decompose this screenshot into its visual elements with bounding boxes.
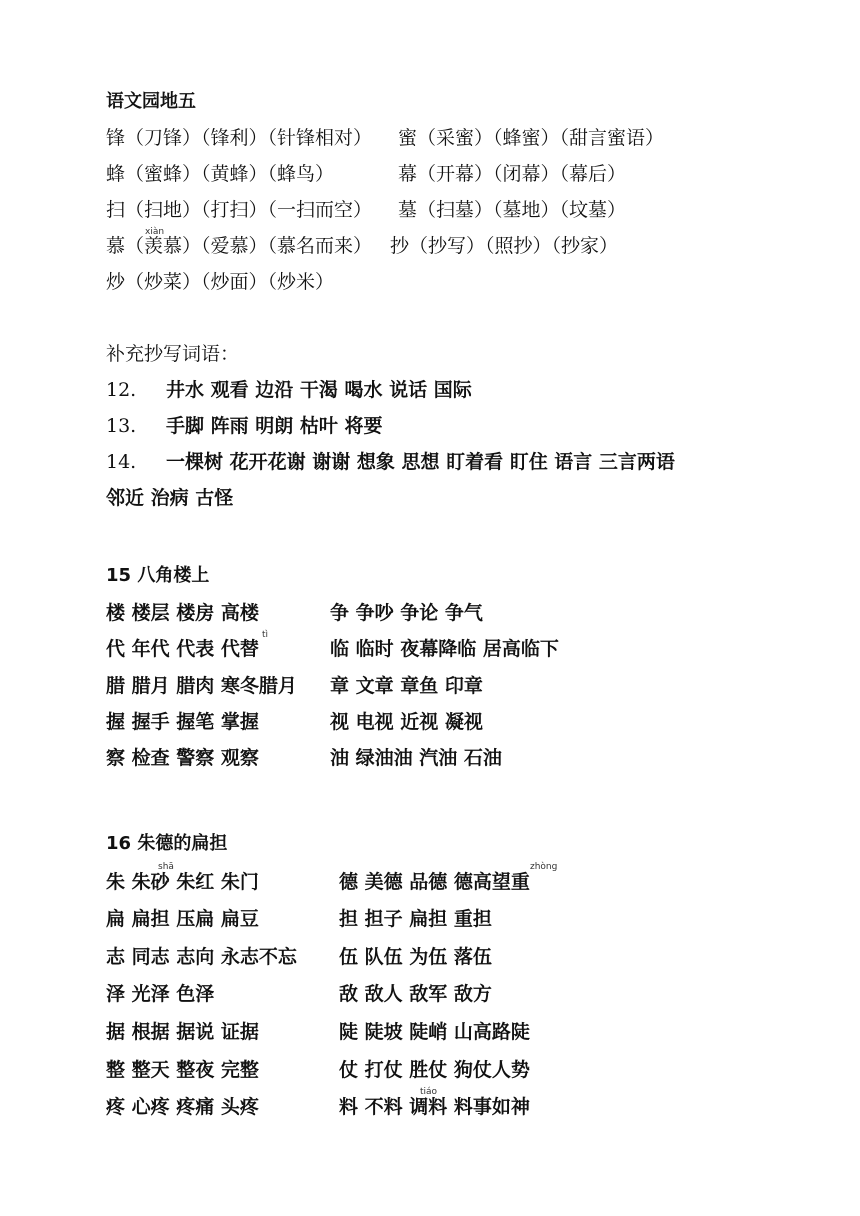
vocab-left: 锋（刀锋）（锋利）（针锋相对） bbox=[106, 127, 373, 149]
lesson-15-title: 15 八角楼上 bbox=[106, 565, 210, 586]
word-group-right: 料 不料 调料 料事如神 bbox=[339, 1096, 530, 1118]
vocab-line-2 bbox=[106, 162, 627, 186]
lesson-16-row-6 bbox=[106, 1058, 530, 1082]
vocab-line-3 bbox=[106, 198, 627, 222]
supplement-title: 补充抄写词语： bbox=[106, 343, 240, 365]
vocab-left: 扫（扫地）（打扫）（一扫而空） bbox=[106, 199, 373, 221]
word-group-right: 担 担子 扁担 重担 bbox=[339, 908, 492, 930]
word-group-right: 敌 敌人 敌军 敌方 bbox=[339, 983, 492, 1005]
word-group-left: 整 整天 整夜 完整 bbox=[106, 1059, 259, 1081]
word-group-left: 扁 扁担 压扁 扁豆 bbox=[106, 908, 259, 930]
pinyin-annotation: shā bbox=[158, 862, 174, 872]
item-number: 14. bbox=[106, 451, 137, 473]
vocab-right: 墓（扫墓）（墓地）（坟墓） bbox=[398, 199, 627, 221]
lesson-16-row-2 bbox=[106, 907, 492, 931]
word-group-left: 楼 楼层 楼房 高楼 bbox=[106, 602, 259, 624]
word-group-right: 争 争吵 争论 争气 bbox=[330, 602, 483, 624]
word-group-left: 泽 光泽 色泽 bbox=[106, 983, 215, 1005]
word-group-left: 志 同志 志向 永志不忘 bbox=[106, 946, 297, 968]
word-group-left: 握 握手 握笔 掌握 bbox=[106, 711, 259, 733]
vocab-left: 蜂（蜜蜂）（黄蜂）（蜂鸟） bbox=[106, 163, 335, 185]
pinyin-annotation: tì bbox=[262, 630, 269, 640]
vocab-line-4 bbox=[106, 234, 619, 258]
word-group-right: 伍 队伍 为伍 落伍 bbox=[339, 946, 492, 968]
word-group-left: 代 年代 代表 代替 bbox=[106, 638, 259, 660]
section-title-yuwen-yuandi: 语文园地五 bbox=[106, 91, 196, 112]
word-group-left: 据 根据 据说 证据 bbox=[106, 1021, 259, 1043]
item-words: 手脚 阵雨 明朗 枯叶 将要 bbox=[166, 415, 383, 437]
word-group-left: 察 检查 警察 观察 bbox=[106, 747, 259, 769]
vocab-right: 幕（开幕）（闭幕）（幕后） bbox=[398, 163, 627, 185]
word-group-right: 仗 打仗 胜仗 狗仗人势 bbox=[339, 1059, 530, 1081]
vocab-left: 慕（羡慕）（爱慕）（慕名而来） bbox=[106, 235, 373, 257]
lesson-15-row-4 bbox=[106, 710, 483, 734]
pinyin-annotation: zhòng bbox=[530, 862, 558, 872]
lesson-16-row-1 bbox=[106, 870, 530, 894]
vocab-right: 蜜（采蜜）（蜂蜜）（甜言蜜语） bbox=[398, 127, 665, 149]
lesson-16-row-4 bbox=[106, 982, 492, 1006]
word-group-right: 陡 陡坡 陡峭 山高路陡 bbox=[339, 1021, 530, 1043]
lesson-16-title: 16 朱德的扁担 bbox=[106, 833, 228, 854]
item-words: 井水 观看 边沿 干渴 喝水 说话 国际 bbox=[166, 379, 472, 401]
lesson-15-row-5 bbox=[106, 746, 502, 770]
lesson-15-row-3 bbox=[106, 674, 483, 698]
vocab-line-1 bbox=[106, 126, 665, 150]
word-group-left: 朱 朱砂 朱红 朱门 bbox=[106, 871, 259, 893]
item-words: 一棵树 花开花谢 谢谢 想象 思想 盯着看 盯住 语言 三言两语 bbox=[166, 451, 675, 473]
word-group-right: 临 临时 夜幕降临 居高临下 bbox=[330, 638, 559, 660]
supplement-item-12 bbox=[106, 378, 472, 402]
pinyin-annotation: tiáo bbox=[420, 1087, 438, 1097]
word-group-left: 疼 心疼 疼痛 头疼 bbox=[106, 1096, 259, 1118]
word-group-right: 德 美德 品德 德高望重 bbox=[339, 871, 530, 893]
supplement-item-14 bbox=[106, 450, 675, 474]
item-number: 12. bbox=[106, 379, 137, 401]
lesson-16-row-7 bbox=[106, 1095, 530, 1119]
word-group-left: 腊 腊月 腊肉 寒冬腊月 bbox=[106, 675, 297, 697]
pinyin-annotation: xiàn bbox=[145, 227, 165, 237]
vocab-left: 炒（炒菜）（炒面）（炒米） bbox=[106, 271, 335, 293]
lesson-16-row-5 bbox=[106, 1020, 530, 1044]
word-group-right: 视 电视 近视 凝视 bbox=[330, 711, 483, 733]
lesson-15-row-1 bbox=[106, 601, 483, 625]
lesson-16-row-3 bbox=[106, 945, 492, 969]
supplement-item-13 bbox=[106, 414, 382, 438]
item-number: 13. bbox=[106, 415, 137, 437]
supplement-continuation: 邻近 治病 古怪 bbox=[106, 487, 234, 509]
lesson-15-row-2 bbox=[106, 637, 559, 661]
word-group-right: 油 绿油油 汽油 石油 bbox=[330, 747, 502, 769]
word-group-right: 章 文章 章鱼 印章 bbox=[330, 675, 483, 697]
vocab-line-5 bbox=[106, 270, 334, 294]
vocab-right: 抄（抄写）（照抄）（抄家） bbox=[390, 235, 619, 257]
